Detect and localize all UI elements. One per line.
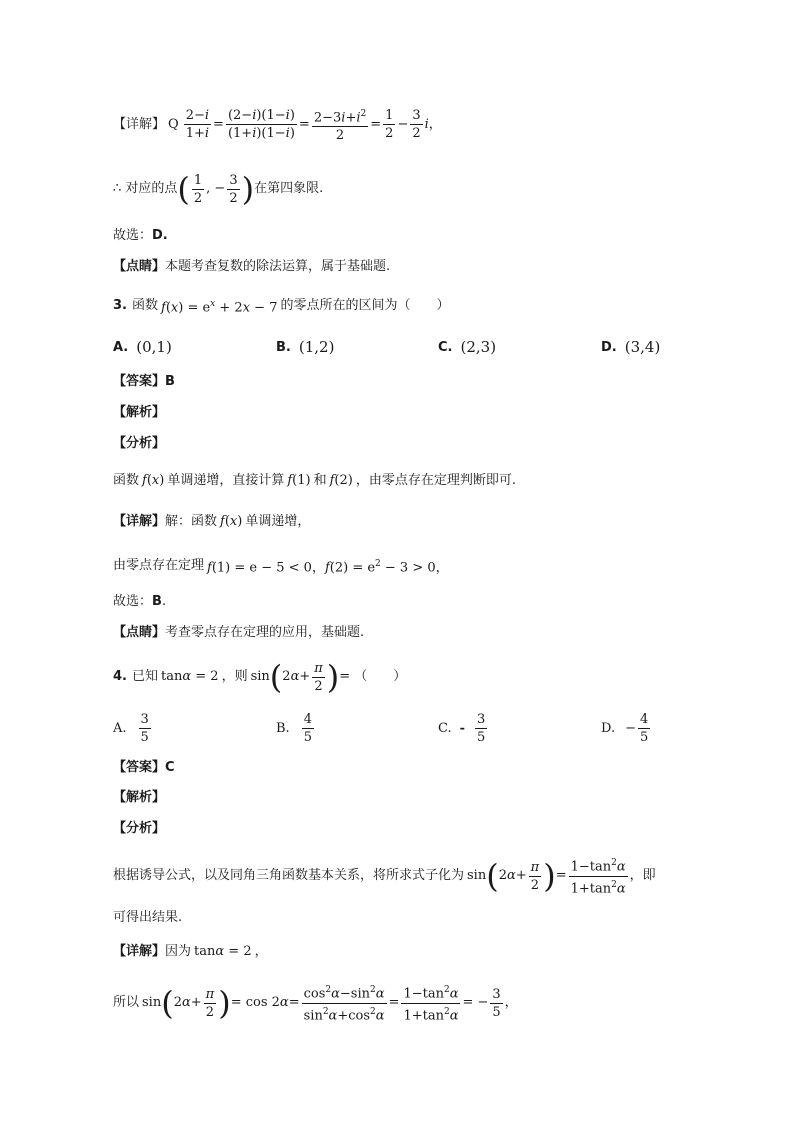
q3-analysis-tag: 【解析】	[113, 405, 166, 420]
q4-detail-1: 【详解】 因为 tanα = 2 ，	[113, 944, 268, 959]
point-coords: ( $\frac{1}{2}$ , − $\frac{3}{2}$ )	[177, 170, 255, 208]
q4-analysis-line2: 可得出结果.	[113, 910, 183, 925]
q4-option-d[interactable]: D. − $\frac{4}{5}$	[601, 712, 649, 745]
q3-option-c[interactable]: C. (2,3)	[438, 338, 497, 356]
point-prefix: ∴ 对应的点	[113, 181, 178, 196]
choose-line-2: 故选： B .	[113, 594, 167, 609]
q4-answer: C	[165, 760, 175, 775]
q-symbol: Q	[168, 117, 179, 132]
review-line-1: 【点睛】 本题考查复数的除法运算，属于基础题.	[113, 259, 391, 274]
q3-stem: 3. 函数 $f(x) = e^x + 2x - 7$ 的零点所在的区间为（ ）	[113, 296, 449, 316]
q4-fenxi-tag: 【分析】	[113, 821, 166, 836]
q3-number: 3.	[113, 298, 127, 314]
complex-equation: $\frac{2-i}{1+i}$ = $\frac{(2-i)(1-i)}{(1+i)(1-i)}$ = $\frac{2-3i+i^2}{2}$ = $\frac{1}{2}$ − $\frac{3}{2}$ i ，	[185, 108, 442, 144]
q4-number: 4.	[113, 669, 127, 684]
q3-option-a[interactable]: A. (0,1)	[113, 338, 172, 356]
q3-answer: B	[165, 374, 175, 389]
q4-analysis-tag: 【解析】	[113, 790, 166, 805]
detail-tag: 【详解】	[113, 117, 166, 132]
q3-analysis-text: 函数 f(x) 单调递增，直接计算 f(1) 和 f(2) ，由零点存在定理判断即可.	[113, 473, 516, 488]
detail-line-1	[113, 104, 442, 146]
q4-answer-line: 【答案】 C	[113, 760, 175, 775]
choose-line-1: 故选： D.	[113, 228, 168, 243]
review-tag: 【点睛】	[113, 259, 166, 274]
review-line-2: 【点睛】 考查零点存在定理的应用，基础题.	[113, 625, 365, 640]
q4-analysis-text: 根据诱导公式，以及同角三角函数基本关系，将所求式子化为 sin ( 2 α + $\frac{\pi}{2}$ ) = $\frac{1-\tan^2\alpha}{1+\tan^2\alpha}$ ，即	[113, 857, 656, 896]
q4-stem: 4. 已知 tanα = 2 ，则 sin ( 2 α + $\frac{\pi}{2}$ ) = （ ）	[113, 658, 407, 696]
q3-answer-line	[113, 374, 175, 390]
point-suffix: 在第四象限.	[254, 181, 324, 196]
point-line	[113, 168, 323, 210]
q4-option-c[interactable]: C. - $\frac{3}{5}$	[438, 712, 486, 745]
q4-detail-2: 所以 sin ( 2 α + $\frac{\pi}{2}$ ) = cos 2 α = $\frac{\cos^2\alpha-\sin^2\alpha}{\sin^2\alpha+\cos^2\alpha}$ = $\frac{1-\tan^2\alpha}{1+\tan^2\alpha}$ = − $\frac{3}{5}$ ，	[113, 984, 518, 1023]
q3-detail-2: 由零点存在定理 f(1) = e − 5 < 0，$f(2) = e^2 - 3 > 0$，	[113, 558, 449, 576]
q3-function: $f(x) = e^x + 2x - 7$	[161, 299, 278, 316]
q4-option-b[interactable]: B. $\frac{4}{5}$	[276, 712, 312, 745]
q3-option-b[interactable]: B. (1,2)	[276, 338, 335, 356]
q3-detail-1: 【详解】 解：函数 f(x) 单调递增，	[113, 514, 311, 529]
q4-option-a[interactable]: A. $\frac{3}{5}$	[113, 712, 149, 745]
choose-answer: D.	[152, 228, 168, 243]
q3-option-d[interactable]: D. (3,4)	[601, 338, 661, 356]
q3-fenxi-tag: 【分析】	[113, 436, 166, 451]
answer-tag: 【答案】	[113, 374, 166, 389]
